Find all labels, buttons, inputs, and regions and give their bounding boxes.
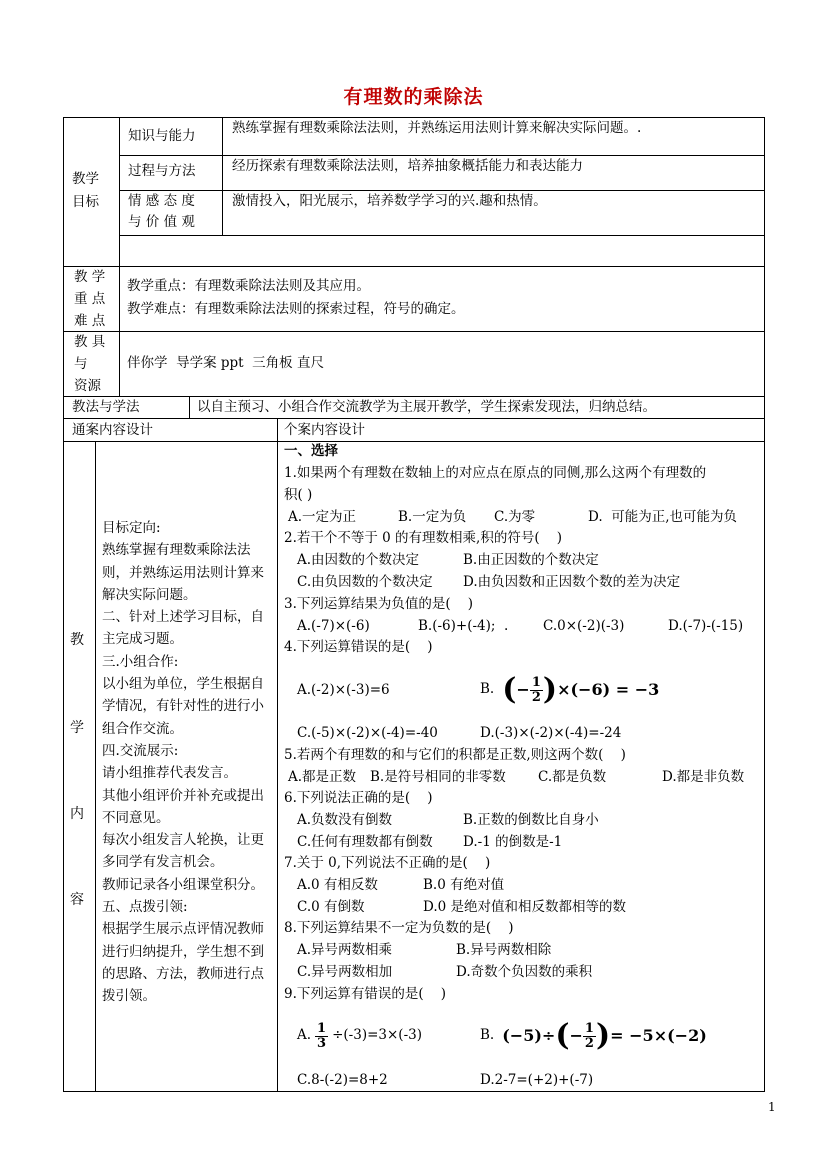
fraction-numerator: 1: [584, 1020, 594, 1036]
q9-option-a-label: A.: [297, 1027, 312, 1044]
side-label-3: 内: [70, 806, 84, 822]
q4-option-a: A.(-2)×(-3)=6: [297, 682, 390, 698]
q8-option-b: B.异号两数相除: [456, 942, 552, 958]
q3-option-c: C.0×(-2)(-3): [543, 618, 625, 634]
q9-option-b-label: B.: [480, 1027, 495, 1044]
q5-option-b: B.是符号相同的非零数: [370, 769, 506, 785]
left-line: 四.交流展示:: [102, 742, 179, 759]
fraction: [315, 1022, 328, 1051]
resources-label-2: 与: [74, 356, 88, 372]
q4-option-d: D.(-3)×(-2)×(-4)=-24: [480, 725, 622, 741]
q3-option-d: D.(-7)-(-15): [668, 618, 744, 634]
q3-option-b: B.(-6)+(-4); .: [418, 618, 509, 634]
fraction-denominator: 3: [317, 1035, 327, 1051]
question-1-cont: 积( ): [284, 487, 313, 503]
q9-option-a: [297, 1014, 422, 1058]
objective-attitude-label-1: 情 感 态 度: [128, 193, 195, 209]
fraction-denominator: 2: [584, 1035, 594, 1051]
question-8: 8.下列运算结果不一定为负数的是( ): [284, 920, 514, 936]
question-3: 3.下列运算结果为负值的是( ): [284, 596, 474, 612]
fraction: [530, 676, 543, 705]
q4-option-b-label: B.: [480, 681, 495, 698]
objective-attitude-value: 激情投入，阳光展示，培养数学学习的兴.趣和热情。: [232, 193, 547, 209]
q2-option-a: A.由因数的个数决定: [297, 552, 420, 568]
q6-option-a: A.负数没有倒数: [297, 812, 393, 828]
q9-option-b-left: (−5)÷: [502, 1026, 556, 1046]
q2-option-c: C.由负因数的个数决定: [297, 574, 433, 590]
q6-option-b: B.正数的倒数比自身小: [463, 812, 599, 828]
q7-option-c: C.0 有倒数: [297, 899, 365, 915]
fraction-denominator: 2: [531, 689, 541, 705]
minus-glyph: −: [516, 680, 530, 700]
q4-option-b: [480, 664, 659, 716]
focus-label-3: 难 点: [74, 313, 106, 329]
focus-label-2: 重 点: [74, 291, 106, 307]
q4-option-b-rest: ×(−6) = −3: [557, 680, 660, 700]
individual-design-header: 个案内容设计: [284, 422, 365, 438]
q1-option-a: A.一定为正: [288, 509, 357, 525]
objective-process-label: 过程与方法: [128, 163, 196, 179]
q9-option-d: D.2-7=(+2)+(-7): [480, 1072, 594, 1088]
question-5: 5.若两个有理数的和与它们的积都是正数,则这两个数( ): [284, 747, 626, 763]
page-number: 1: [768, 1100, 776, 1114]
left-line: 根据学生展示点评情况教师进行归纳提升，学生想不到的思路、方法，教师进行点拨引领。: [102, 921, 264, 1005]
q1-option-d: D. 可能为正,也可能为负: [588, 509, 738, 525]
q7-option-b: B.0 有绝对值: [423, 877, 505, 893]
objective-attitude-label-2: 与 价 值 观: [128, 214, 195, 230]
resources-label-3: 资源: [74, 378, 101, 394]
q6-option-d: D.-1 的倒数是-1: [463, 834, 563, 850]
objective-process-value: 经历探索有理数乘除法法则，培养抽象概括能力和表达能力: [232, 158, 583, 174]
q8-option-c: C.异号两数相加: [297, 964, 393, 980]
left-line: 五、点拨引领:: [102, 899, 188, 916]
minus-glyph: −: [569, 1026, 583, 1046]
q1-option-c: C.为零: [494, 509, 536, 525]
q7-option-a: A.0 有相反数: [297, 877, 378, 893]
question-4: 4.下列运算错误的是( ): [284, 639, 433, 655]
common-design-header: 通案内容设计: [72, 422, 153, 438]
method-value: 以自主预习、小组合作交流教学为主展开教学，学生探索发现法，归纳总结。: [197, 399, 656, 415]
common-design-content: [102, 517, 274, 1008]
q5-option-a: A.都是正数: [288, 769, 357, 785]
method-label: 教法与学法: [72, 399, 140, 415]
question-6: 6.下列说法正确的是( ): [284, 790, 433, 806]
q1-option-b: B.一定为负: [398, 509, 467, 525]
q5-option-c: C.都是负数: [538, 769, 607, 785]
section-title: 一、选择: [284, 443, 338, 459]
fraction-numerator: 1: [531, 674, 541, 690]
objective-knowledge-value: 熟练掌握有理数乘除法法则，并熟练运用法则计算来解决实际问题。.: [232, 120, 642, 136]
focus-label-1: 教 学: [74, 269, 106, 285]
objectives-label: 教学 目标: [72, 171, 99, 210]
q9-option-a-rest: ÷(-3)=3×(-3): [332, 1027, 422, 1044]
q8-option-d: D.奇数个负因数的乘积: [456, 964, 593, 980]
side-label-1: 教: [70, 632, 84, 648]
left-paren-glyph: (: [555, 1018, 570, 1053]
fraction: [583, 1022, 596, 1051]
difficult-point: 教学难点：有理数乘除法法则的探索过程，符号的确定。: [127, 301, 465, 317]
page-title: 有理数的乘除法: [343, 86, 484, 108]
q9-option-c: C.8-(-2)=8+2: [297, 1072, 388, 1088]
resources-label-1: 教 具: [74, 334, 106, 350]
q2-option-b: B.由正因数的个数决定: [463, 552, 599, 568]
question-1: 1.如果两个有理数在数轴上的对应点在原点的同侧,那么这两个有理数的: [284, 465, 707, 481]
left-line: 其他小组评价并补充或提出不同意见。: [102, 787, 264, 826]
resources-value: 伴你学 导学案 ppt 三角板 直尺: [127, 355, 324, 371]
left-line: 目标定向:: [102, 520, 161, 536]
left-line: 二、针对上述学习目标，自主完成习题。: [102, 609, 264, 648]
question-7: 7.关于 0,下列说法不正确的是( ): [284, 855, 491, 871]
objective-knowledge-label: 知识与能力: [128, 128, 196, 144]
left-line: 教师记录各小组课堂积分。: [102, 876, 264, 893]
question-9: 9.下列运算有错误的是( ): [284, 986, 447, 1002]
right-paren-glyph: ): [542, 672, 558, 707]
q7-option-d: D.0 是绝对值和相反数都相等的数: [423, 899, 627, 915]
left-line: 熟练掌握有理数乘除法法则，并熟练运用法则计算来解决实际问题。: [102, 542, 264, 603]
q3-option-a: A.(-7)×(-6): [297, 618, 370, 634]
q4-option-c: C.(-5)×(-2)×(-4)=-40: [297, 725, 438, 741]
left-line: 请小组推荐代表发言。: [102, 765, 237, 782]
q2-option-d: D.由负因数和正因数个数的差为决定: [463, 574, 681, 590]
side-label-2: 学: [70, 720, 84, 736]
question-2: 2.若干个不等于 0 的有理数相乘,积的符号( ): [284, 530, 563, 546]
right-paren-glyph: ): [595, 1018, 611, 1053]
q9-option-b: [480, 1012, 707, 1060]
key-point: 教学重点：有理数乘除法法则及其应用。: [127, 278, 370, 294]
q6-option-c: C.任何有理数都有倒数: [297, 834, 433, 850]
left-line: 三.小组合作:: [102, 653, 179, 670]
fraction-numerator: 1: [317, 1020, 327, 1036]
side-label-4: 容: [70, 892, 84, 908]
q5-option-d: D.都是非负数: [662, 769, 745, 785]
left-line: 每次小组发言人轮换，让更多同学有发言机会。: [102, 832, 264, 871]
left-paren-glyph: (: [502, 672, 517, 707]
q9-option-b-rest: = −5×(−2): [610, 1026, 707, 1046]
q8-option-a: A.异号两数相乘: [297, 942, 393, 958]
left-line: 以小组为单位，学生根据自学情况，有针对性的进行小组合作交流。: [102, 676, 264, 737]
